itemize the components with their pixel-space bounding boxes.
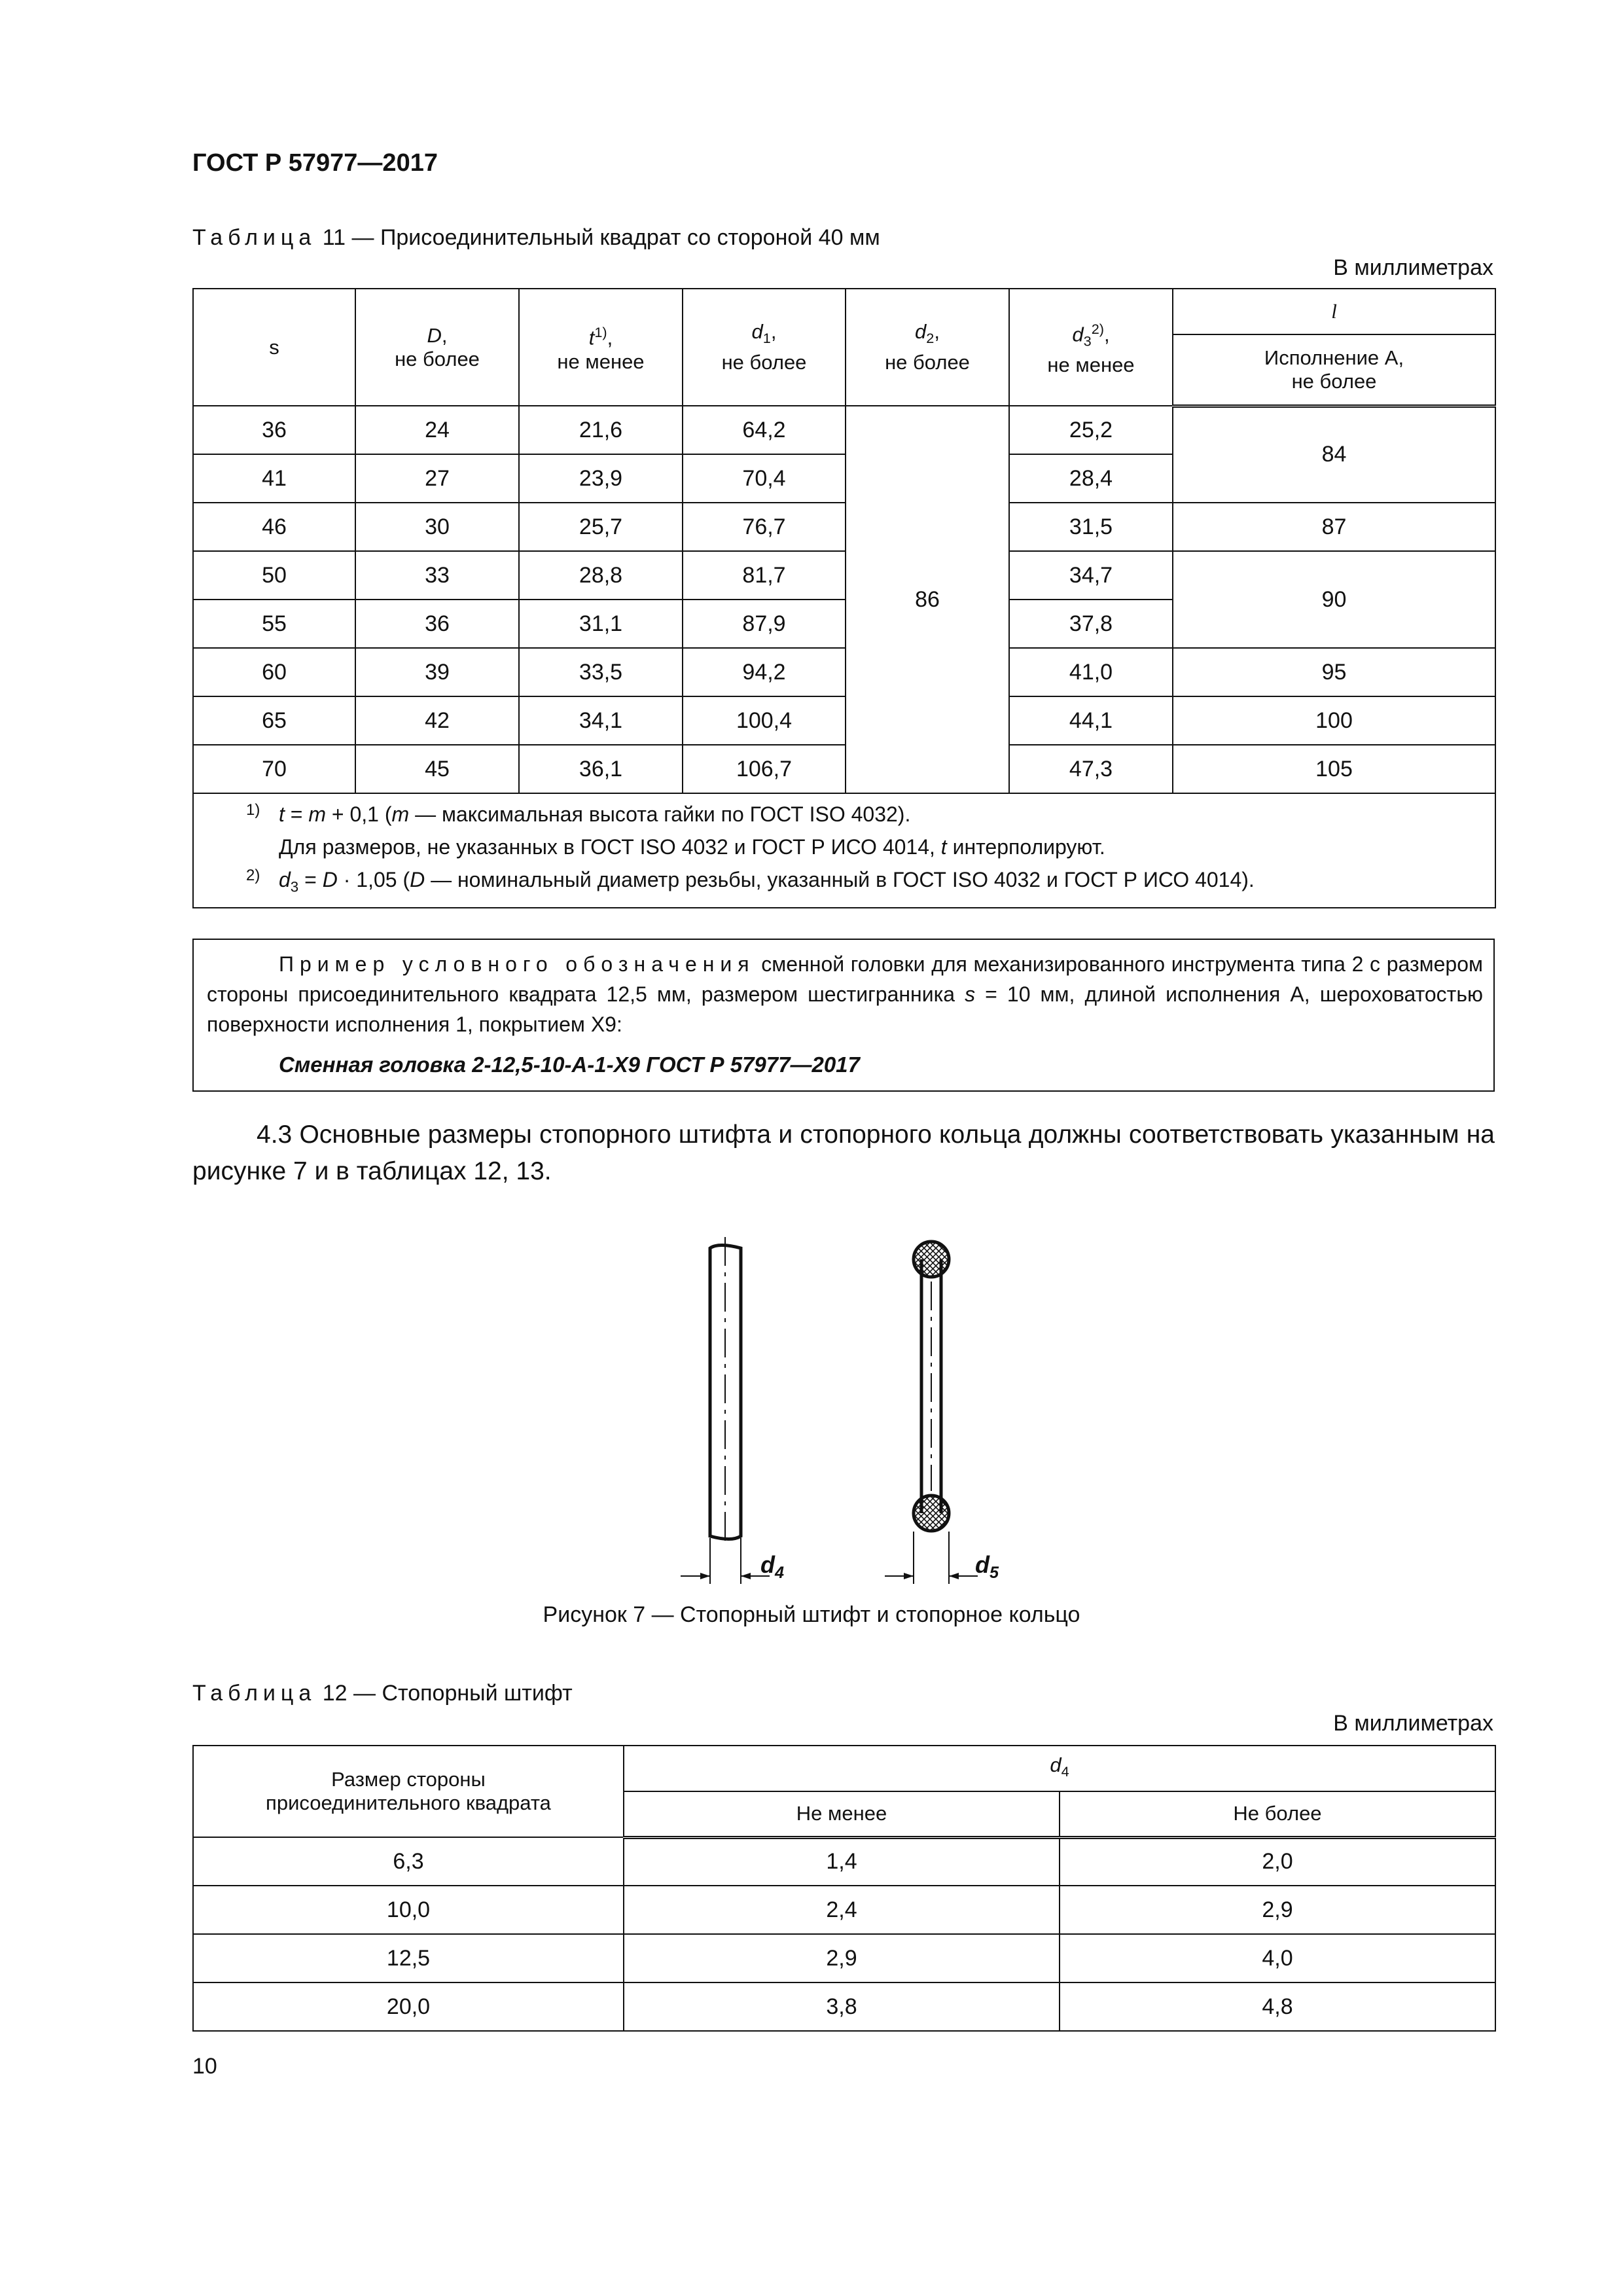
locking-ring-drawing (885, 1242, 978, 1584)
designation-example-code: Сменная головка 2-12,5-10-А-1-Х9 ГОСТ Р 57977—2017 (279, 1052, 860, 1077)
paragraph-4-3: 4.3 Основные размеры стопорного штифта и стопорного кольца должны соответствовать указанным на рисунке 7 и в таблицах 12, 13. (192, 1121, 1495, 1185)
designation-example-text: Пример условного обозначения сменной головки для механизированного инструмента типа 2 с размером стороны присоединительного квадрата 12,5 мм, размером шестигранника s = 10 мм, длиной исполнения А, шероховатостью поверхности исполнения 1, покрытием Х9: (207, 952, 1484, 1036)
header-t: $t^{1)}$, не менее (519, 289, 683, 406)
table12 (192, 1745, 1496, 2032)
table-row: 65 42 34,1 100,4 44,1 100 (193, 696, 1495, 745)
dimension-label-d4: $d_4$ (760, 1551, 785, 1583)
table-row: 20,0 3,8 4,8 (193, 1982, 1495, 2031)
dimension-label-d5: $d_5$ (975, 1551, 999, 1583)
figure-7-drawing (641, 1230, 1047, 1597)
table-row: 46 30 25,7 76,7 31,5 87 (193, 503, 1495, 551)
header-d1: $d_1$, не более (683, 289, 846, 406)
table11 (192, 288, 1496, 908)
table-row: 10,0 2,4 2,9 (193, 1886, 1495, 1934)
designation-example-box (192, 939, 1495, 1092)
figure-7-caption: Рисунок 7 — Стопорный штифт и стопорное кольцо (543, 1602, 1080, 1627)
header-l-variant: Исполнение А, не более (1173, 334, 1495, 406)
table11-caption-title: 11 — Присоединительный квадрат со стороной 40 мм (316, 225, 880, 250)
table11-caption-word: Таблица (192, 225, 317, 250)
table-row: 70 45 36,1 106,7 47,3 105 (193, 745, 1495, 793)
header-l: l (1173, 289, 1495, 334)
header-d3: $d_3^{2)}$, не менее (1009, 289, 1173, 406)
footnote-1-continuation: Для размеров, не указанных в ГОСТ ISO 4032 и ГОСТ Р ИСО 4014, t интерполируют. (279, 835, 1105, 859)
table11-units: В миллиметрах (1333, 255, 1493, 280)
header-min: Не менее (624, 1791, 1060, 1837)
table-row: 50 33 28,8 81,7 34,7 90 (193, 551, 1495, 600)
table-row: 60 39 33,5 94,2 41,0 95 (193, 648, 1495, 696)
table11-caption (192, 225, 880, 251)
header-d4: $d_4$ (624, 1746, 1495, 1791)
page-number: 10 (192, 2054, 217, 2079)
table-row: 55 36 31,1 87,9 37,8 (193, 600, 1495, 648)
table12-caption (192, 1681, 573, 1706)
footnote-2: 2) $d_3 = D \cdot 1,05$ (D — номинальный диаметр резьбы, указанный в ГОСТ ISO 4032 и ГОСТ Р ИСО 4014). (246, 867, 1255, 895)
header-D: D, не более (355, 289, 519, 406)
header-square-size: Размер стороны присоединительного квадрата (193, 1746, 624, 1837)
table-row: 41 27 23,9 70,4 28,4 (193, 454, 1495, 503)
table12-caption-title: 12 — Стопорный штифт (316, 1681, 573, 1706)
table-row: 36 24 21,6 64,2 86 25,2 84 (193, 406, 1495, 454)
table11-footnotes (193, 793, 1495, 908)
header-max: Не более (1060, 1791, 1495, 1837)
document-header: ГОСТ Р 57977—2017 (192, 149, 438, 177)
table-row: 12,5 2,9 4,0 (193, 1934, 1495, 1982)
table12-units: В миллиметрах (1333, 1711, 1493, 1736)
header-s: s (193, 289, 355, 406)
header-d2: $d_2$, не более (846, 289, 1009, 406)
table-row: 6,3 1,4 2,0 (193, 1837, 1495, 1886)
footnote-1: 1) t = m + 0,1 (m — максимальная высота гайки по ГОСТ ISO 4032). (246, 801, 911, 826)
table12-caption-word: Таблица (192, 1681, 317, 1706)
locking-pin-drawing (681, 1237, 770, 1584)
d2-merged-value: 86 (846, 406, 1009, 793)
